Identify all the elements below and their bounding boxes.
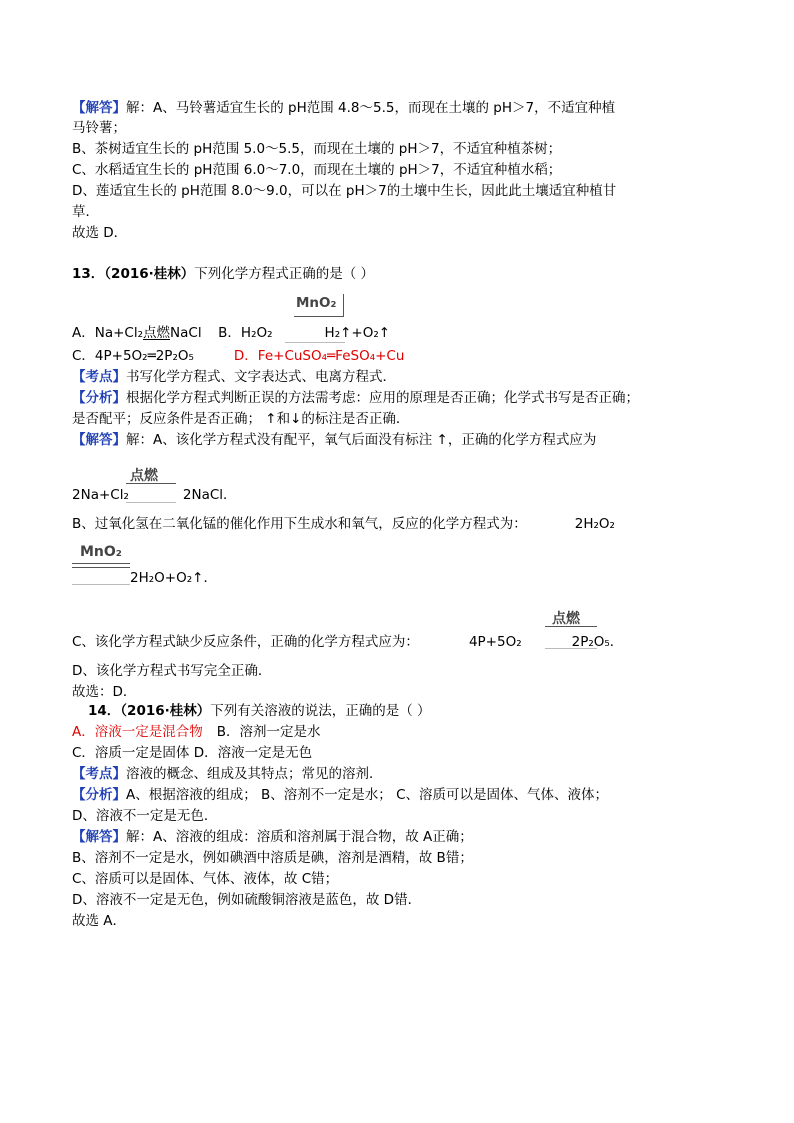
q13-stem-text: 下列化学方程式正确的是（ ） bbox=[194, 266, 375, 282]
q13-eq-b-line bbox=[72, 584, 130, 585]
q12-answer-text-1: 解：A、马铃薯适宜生长的 pH范围 4.8～5.5，而现在土壤的 pH＞7，不适宜种植 bbox=[126, 100, 616, 116]
q13-option-a-right: NaCl bbox=[170, 325, 202, 341]
q13-fenxi bbox=[72, 389, 639, 407]
q14-options-ab bbox=[72, 723, 321, 741]
answer-tag: 【解答】 bbox=[72, 100, 126, 116]
q14-source-open: （ bbox=[120, 703, 128, 719]
q13-eq-a-line bbox=[126, 502, 176, 503]
q14-fenxi bbox=[72, 786, 608, 804]
q13-eq-c-left: 4P+5O₂ bbox=[468, 634, 522, 650]
q14-fenxi-line-2: D、溶液不一定是无色． bbox=[72, 808, 218, 824]
q13-option-b-left: B．H₂O₂ bbox=[218, 325, 273, 341]
q13-eq-b-right: 2H₂O+O₂↑． bbox=[130, 570, 217, 586]
q13-option-b-right: H₂↑+O₂↑ bbox=[324, 325, 391, 341]
q14-source-close: ） bbox=[196, 703, 211, 719]
q12-answer-line-1 bbox=[72, 99, 615, 117]
q13-eq-b-condition: MnO₂ bbox=[80, 544, 122, 560]
q14-option-b: B．溶剂一定是水 bbox=[216, 724, 321, 740]
q13-eq-a-right: 2NaCl． bbox=[182, 487, 237, 503]
fenxi-tag: 【分析】 bbox=[72, 390, 126, 406]
q14-answer-line-1 bbox=[72, 828, 473, 846]
q13-eq-b-left: 2H₂O₂ bbox=[574, 516, 615, 532]
q13-eq-a-bar bbox=[126, 483, 176, 484]
mno2-label-divider bbox=[343, 294, 344, 316]
q13-option-b-arrow-line bbox=[285, 342, 345, 343]
q14-answer-line-2: B、溶剂不一定是水，例如碘酒中溶质是碘，溶剂是酒精，故 B错； bbox=[72, 850, 473, 866]
q14-kaodian-text: 溶液的概念、组成及其特点；常见的溶剂． bbox=[126, 766, 383, 782]
q13-option-b bbox=[218, 325, 390, 341]
q13-answer-b bbox=[72, 515, 615, 533]
q13-source-close: ） bbox=[180, 266, 195, 282]
q14-fenxi-text-1: A、根据溶液的组成； B、溶剂不一定是水； C、溶质可以是固体、气体、液体； bbox=[126, 787, 609, 803]
q14-answer-line-3: C、溶质可以是固体、气体、液体，故 C错； bbox=[72, 871, 339, 887]
q12-answer-line-3: C、水稻适宜生长的 pH范围 6.0～7.0，而现在土壤的 pH＞7，不适宜种植水稻； bbox=[72, 162, 562, 178]
q13-kaodian bbox=[72, 368, 396, 386]
q13-option-a-condition: 点燃 bbox=[143, 325, 171, 341]
q12-conclusion: 故选 D． bbox=[72, 225, 128, 241]
q14-option-a: A．溶液一定是混合物 bbox=[72, 724, 203, 740]
q12-answer-line-2: B、茶树适宜生长的 pH范围 5.0～5.5，而现在土壤的 pH＞7，不适宜种植茶树； bbox=[72, 141, 562, 157]
q13-answer-b-text: B、过氧化氢在二氧化锰的催化作用下生成水和氧气，反应的化学方程式为： bbox=[72, 516, 527, 532]
q13-option-a bbox=[72, 325, 202, 341]
kaodian-tag: 【考点】 bbox=[72, 369, 126, 385]
q13-conclusion: 故选：D． bbox=[72, 684, 137, 700]
answer-tag: 【解答】 bbox=[72, 432, 126, 448]
q14-conclusion: 故选 A． bbox=[72, 913, 127, 929]
q13-source: 2016·桂林 bbox=[111, 266, 181, 282]
q14-source: 2016·桂林 bbox=[127, 703, 197, 719]
q13-fenxi-text-1: 根据化学方程式判断正误的方法需考虑：应用的原理是否正确；化学式书写是否正确； bbox=[126, 390, 639, 406]
q14-kaodian bbox=[72, 765, 383, 783]
q13-option-c: C．4P+5O₂═2P₂O₅ bbox=[72, 348, 194, 364]
q13-eq-b-bar-1 bbox=[72, 563, 130, 564]
answer-tag: 【解答】 bbox=[72, 829, 126, 845]
q13-kaodian-text: 书写化学方程式、文字表达式、电离方程式． bbox=[126, 369, 396, 385]
q13-source-open: （ bbox=[104, 266, 112, 282]
q14-answer-line-4: D、溶液不一定是无色，例如硫酸铜溶液是蓝色，故 D错． bbox=[72, 892, 422, 908]
q13-options-cd bbox=[72, 347, 404, 365]
q14-answer-text-1: 解：A、溶液的组成：溶质和溶剂属于混合物，故 A正确； bbox=[126, 829, 473, 845]
q13-answer-c-text: C、该化学方程式缺少反应条件，正确的化学方程式应为： bbox=[72, 634, 419, 650]
mno2-catalyst-label: MnO₂ bbox=[296, 295, 337, 311]
q13-answer-c bbox=[72, 633, 623, 651]
q12-answer-line-4: D、莲适宜生长的 pH范围 8.0～9.0，可以在 pH＞7的土壤中生长，因此此土壤适宜种植甘 bbox=[72, 183, 617, 199]
q13-answer-text-1: 解：A、该化学方程式没有配平，氧气后面没有标注 ↑，正确的化学方程式应为 bbox=[126, 432, 597, 448]
kaodian-tag: 【考点】 bbox=[72, 766, 126, 782]
q13-eq-c-right: 2P₂O₅． bbox=[571, 634, 624, 650]
q12-answer-line-1b: 马铃薯； bbox=[72, 120, 126, 136]
fenxi-tag: 【分析】 bbox=[72, 787, 126, 803]
q13-eq-c-bar bbox=[545, 626, 597, 627]
q13-eq-c-line bbox=[545, 648, 597, 649]
q13-answer-line-1 bbox=[72, 431, 596, 449]
q13-options-ab bbox=[72, 324, 390, 342]
mno2-label-underline bbox=[294, 316, 344, 317]
q14-number: 14． bbox=[88, 703, 121, 719]
q12-answer-line-4b: 草． bbox=[72, 204, 99, 220]
q14-stem bbox=[88, 702, 431, 720]
q14-options-cd: C．溶质一定是固体 D．溶液一定是无色 bbox=[72, 745, 313, 761]
q13-option-d: D．Fe+CuSO₄═FeSO₄+Cu bbox=[233, 348, 405, 364]
q14-stem-text: 下列有关溶液的说法，正确的是（ ） bbox=[210, 703, 431, 719]
q13-option-a-left: A．Na+Cl₂ bbox=[72, 325, 144, 341]
q13-eq-b-bar-2 bbox=[72, 567, 130, 568]
q13-eq-c-condition: 点燃 bbox=[552, 611, 580, 627]
q13-stem bbox=[72, 265, 374, 283]
q13-eq-a-left: 2Na+Cl₂ bbox=[72, 487, 129, 503]
q13-fenxi-line-2: 是否配平；反应条件是否正确； ↑和↓的标注是否正确． bbox=[72, 411, 410, 427]
q13-number: 13． bbox=[72, 266, 105, 282]
q13-answer-d: D、该化学方程式书写完全正确． bbox=[72, 663, 272, 679]
q13-eq-a-condition: 点燃 bbox=[130, 468, 158, 484]
